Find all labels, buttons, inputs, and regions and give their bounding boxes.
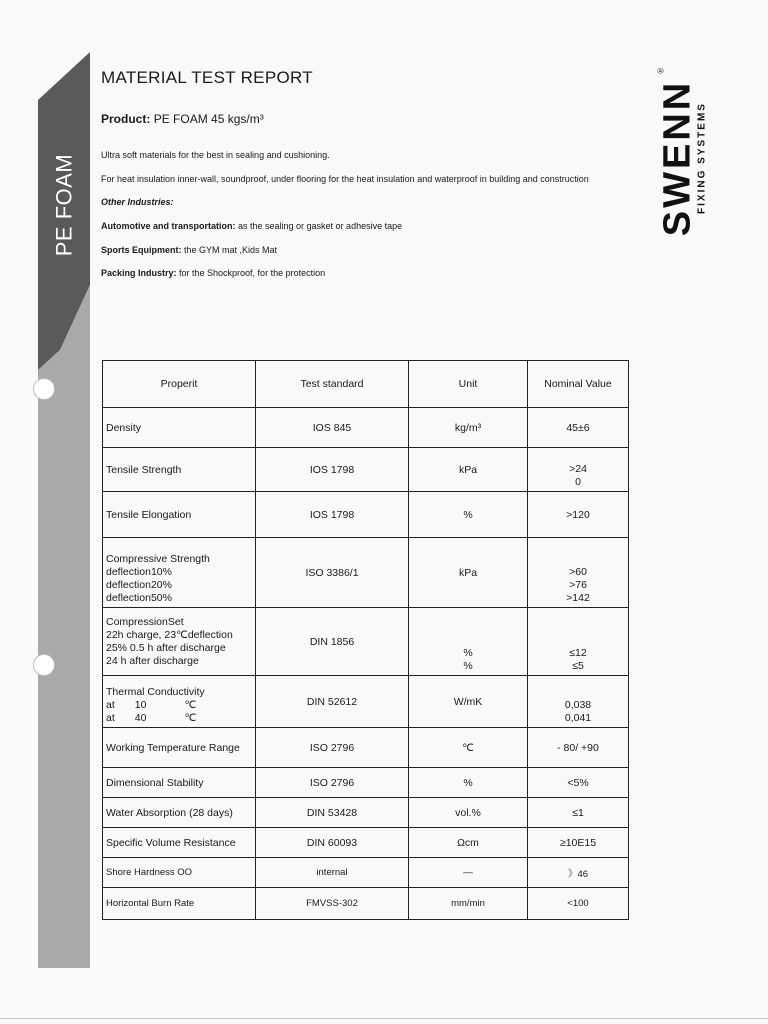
cell-unit: Ωcm bbox=[409, 828, 528, 858]
sports-text: the GYM mat ,Kids Mat bbox=[181, 245, 278, 255]
sub-value: 50% bbox=[150, 592, 172, 604]
cell-standard: DIN 1856 bbox=[256, 608, 409, 676]
cell-standard: FMVSS-302 bbox=[256, 888, 409, 920]
header-test-standard: Test standard bbox=[256, 361, 409, 408]
cell-value: ≥10E15 bbox=[528, 828, 629, 858]
property-line bbox=[106, 616, 252, 629]
table-row bbox=[103, 798, 629, 828]
cell-standard: IOS 1798 bbox=[256, 448, 409, 492]
cell-value: <5% bbox=[528, 768, 629, 798]
cell-standard: ISO 2796 bbox=[256, 728, 409, 768]
property-line: Thermal Conductivity bbox=[106, 686, 205, 698]
value-line: ≤5 bbox=[572, 660, 584, 672]
cell-unit: vol.% bbox=[409, 798, 528, 828]
cell-value bbox=[528, 676, 629, 728]
product-name: PE FOAM 45 kgs/m³ bbox=[153, 112, 264, 126]
product-label: Product: bbox=[101, 112, 151, 126]
cell-unit: kPa bbox=[409, 538, 528, 608]
property-subline bbox=[106, 712, 252, 725]
industry-sports bbox=[101, 245, 277, 255]
cell-standard: IOS 845 bbox=[256, 408, 409, 448]
cell-property: Horizontal Burn Rate bbox=[103, 888, 256, 920]
value-line: >76 bbox=[569, 579, 587, 591]
cell-unit: % bbox=[409, 768, 528, 798]
header-property: Properit bbox=[103, 361, 256, 408]
table-row bbox=[103, 728, 629, 768]
cell-property: Density bbox=[103, 408, 256, 448]
cell-unit: % bbox=[409, 492, 528, 538]
report-title: MATERIAL TEST REPORT bbox=[101, 68, 313, 87]
table-row bbox=[103, 538, 629, 608]
value-line: 0,038 bbox=[564, 699, 592, 711]
cell-property bbox=[103, 676, 256, 728]
swenn-logo bbox=[655, 68, 711, 248]
band-label: PE FOAM bbox=[51, 153, 77, 257]
property-word: Set bbox=[167, 615, 184, 628]
cell-standard: ISO 3386/1 bbox=[256, 538, 409, 608]
unit-line: % bbox=[463, 660, 473, 672]
sub-at: at bbox=[106, 699, 115, 711]
cell-property: Water Absorption (28 days) bbox=[103, 798, 256, 828]
cell-property: Working Temperature Range bbox=[103, 728, 256, 768]
property-subline bbox=[106, 566, 252, 579]
product-line bbox=[101, 112, 264, 126]
value-line: >24 bbox=[569, 463, 587, 475]
cell-property: Tensile Elongation bbox=[103, 492, 256, 538]
table-row bbox=[103, 676, 629, 728]
cell-property: Shore Hardness OO bbox=[103, 858, 256, 888]
cell-value: ≤1 bbox=[528, 798, 629, 828]
sub-label: deflection bbox=[106, 579, 151, 591]
punch-hole-bottom bbox=[33, 654, 55, 676]
sub-degree: ℃ bbox=[184, 699, 197, 711]
sub-temp: 10 bbox=[134, 699, 147, 711]
cell-standard: ISO 2796 bbox=[256, 768, 409, 798]
cell-unit: kg/m³ bbox=[409, 408, 528, 448]
value-line: ≤12 bbox=[569, 647, 587, 659]
property-subline bbox=[106, 579, 252, 592]
property-subline: 22h charge, 23℃deflection bbox=[106, 628, 233, 641]
industry-automotive bbox=[101, 221, 402, 231]
packing-label: Packing Industry: bbox=[101, 268, 177, 278]
page-bottom-edge bbox=[0, 1018, 768, 1019]
cell-unit: W/mK bbox=[409, 676, 528, 728]
cell-standard: DIN 53428 bbox=[256, 798, 409, 828]
automotive-label: Automotive and transportation: bbox=[101, 221, 236, 231]
sports-label: Sports Equipment: bbox=[101, 245, 182, 255]
other-industries-heading: Other Industries: bbox=[101, 197, 174, 207]
cell-unit: — bbox=[409, 858, 528, 888]
table-row bbox=[103, 448, 629, 492]
cell-property bbox=[103, 538, 256, 608]
packing-text: for the Shockproof, for the protection bbox=[176, 268, 326, 278]
sub-value: 10% bbox=[150, 566, 172, 578]
table-row bbox=[103, 492, 629, 538]
property-word: Compression bbox=[106, 615, 168, 628]
description-line-1: Ultra soft materials for the best in sealing and cushioning. bbox=[101, 150, 330, 160]
cell-value bbox=[528, 608, 629, 676]
table-row bbox=[103, 608, 629, 676]
cell-unit: kPa bbox=[409, 448, 528, 492]
punch-hole-top bbox=[33, 378, 55, 400]
cell-standard: IOS 1798 bbox=[256, 492, 409, 538]
table-row bbox=[103, 888, 629, 920]
registered-mark: ® bbox=[656, 67, 666, 74]
header-nominal-value: Nominal Value bbox=[528, 361, 629, 408]
cell-unit bbox=[409, 608, 528, 676]
unit-line: % bbox=[463, 647, 473, 659]
cell-property: Tensile Strength bbox=[103, 448, 256, 492]
header-unit: Unit bbox=[409, 361, 528, 408]
table-row bbox=[103, 768, 629, 798]
cell-value bbox=[528, 538, 629, 608]
sub-value: 20% bbox=[150, 579, 172, 591]
cell-value: - 80/ +90 bbox=[528, 728, 629, 768]
cell-property: Specific Volume Resistance bbox=[103, 828, 256, 858]
sub-label: deflection bbox=[106, 566, 151, 578]
value-line: >60 bbox=[569, 566, 587, 578]
description-line-2: For heat insulation inner-wall, soundproof, under flooring for the heat insulation and waterproof in building and construction bbox=[101, 174, 589, 184]
property-subline: 25% 0.5 h after discharge bbox=[106, 641, 226, 654]
sub-at: at bbox=[106, 712, 115, 724]
table-row bbox=[103, 408, 629, 448]
sub-temp: 40 bbox=[134, 712, 147, 724]
industry-packing bbox=[101, 268, 325, 278]
property-line: Compressive Strength bbox=[106, 553, 210, 565]
value-line: 0,041 bbox=[564, 712, 592, 724]
cell-value: >120 bbox=[528, 492, 629, 538]
cell-value bbox=[528, 448, 629, 492]
value-line: >142 bbox=[566, 592, 590, 604]
property-subline bbox=[106, 592, 252, 605]
cell-standard: DIN 52612 bbox=[256, 676, 409, 728]
cell-property bbox=[103, 608, 256, 676]
logo-subtitle: FIXING SYSTEMS bbox=[696, 102, 708, 214]
cell-property: Dimensional Stability bbox=[103, 768, 256, 798]
table-row bbox=[103, 828, 629, 858]
property-subline: 24 h after discharge bbox=[106, 654, 199, 667]
cell-standard: internal bbox=[256, 858, 409, 888]
material-spec-table bbox=[102, 360, 629, 920]
sub-degree: ℃ bbox=[184, 712, 197, 724]
cell-value: 》46 bbox=[528, 858, 629, 888]
cell-unit: mm/min bbox=[409, 888, 528, 920]
sub-label: deflection bbox=[106, 592, 151, 604]
table-header-row bbox=[103, 361, 629, 408]
cell-standard: DIN 60093 bbox=[256, 828, 409, 858]
logo-brand: SWENN bbox=[656, 79, 699, 237]
cell-value: <100 bbox=[528, 888, 629, 920]
property-subline bbox=[106, 699, 252, 712]
cell-unit: ℃ bbox=[409, 728, 528, 768]
table-row bbox=[103, 858, 629, 888]
automotive-text: as the sealing or gasket or adhesive tape bbox=[235, 221, 403, 231]
value-line: 0 bbox=[575, 476, 581, 488]
cell-value: 45±6 bbox=[528, 408, 629, 448]
